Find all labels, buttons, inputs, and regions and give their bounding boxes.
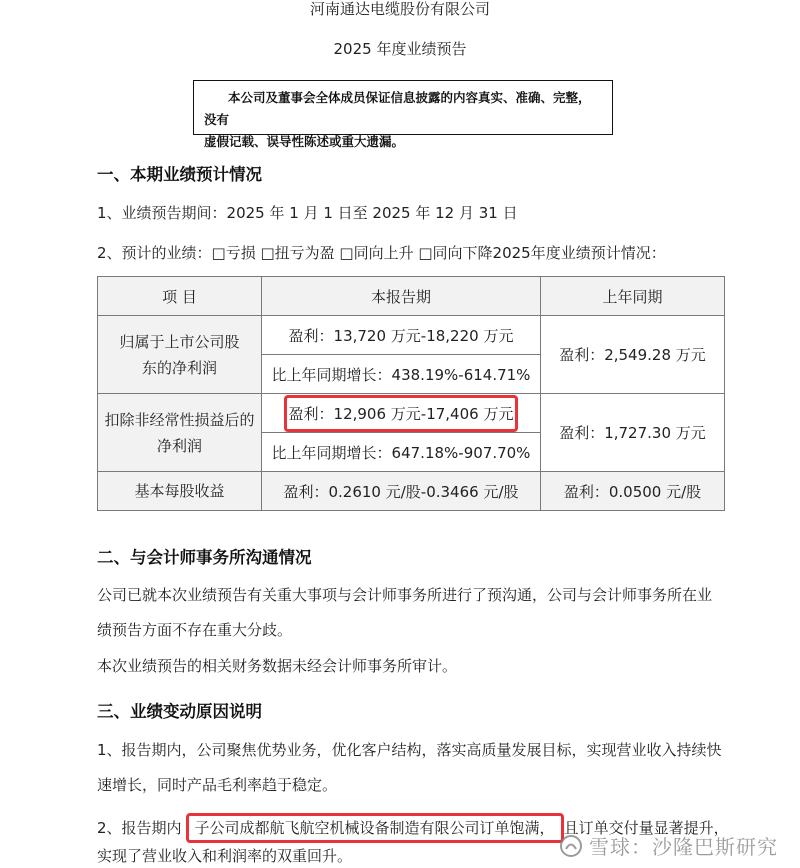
disclosure-notice-box — [193, 80, 613, 149]
net-profit-range: 盈利：13,720 万元-18,220 万元 — [262, 316, 541, 355]
table-row — [98, 472, 725, 511]
section3-reason-1: 1、报告期内，公司聚焦优势业务，优化客户结构，落实高质量发展目标，实现营业收入持续快速增长，同时产品毛利率趋于稳定。 — [97, 741, 722, 794]
section3-heading: 三、业绩变动原因说明 — [97, 702, 262, 721]
table-row — [98, 316, 725, 355]
section2-heading: 二、与会计师事务所沟通情况 — [97, 548, 312, 567]
net-profit-prior: 盈利：2,549.28 万元 — [541, 316, 725, 394]
eps-range: 盈利：0.2610 元/股-0.3466 元/股 — [262, 472, 541, 511]
eps-prior: 盈利：0.0500 元/股 — [541, 472, 725, 511]
highlight-box — [284, 395, 519, 432]
notice-line-2: 虚假记载、误导性陈述或重大遗漏。 — [204, 134, 405, 149]
notice-line-1: 本公司及董事会全体成员保证信息披露的内容真实、准确、完整，没有 — [204, 90, 591, 127]
row-item-net-profit — [98, 316, 262, 394]
watermark — [559, 831, 778, 860]
adjusted-profit-range — [262, 394, 541, 433]
adjusted-profit-range-text: 盈利：12,906 万元-17,406 万元 — [288, 404, 514, 423]
section3-reason-2-line-2: 实现了营业收入和利润率的双重回升。 — [97, 847, 353, 865]
table-header-row — [98, 277, 725, 316]
net-profit-growth: 比上年同期增长：438.19%-614.71% — [262, 355, 541, 394]
section2-paragraph-1: 公司已就本次业绩预告有关重大事项与会计师事务所进行了预沟通，公司与会计师事务所在业绩预告方面不存在重大分歧。 — [97, 586, 713, 639]
header-item: 项 目 — [98, 277, 262, 316]
snowball-logo-icon — [559, 834, 583, 858]
row-item-adjusted-profit — [98, 394, 262, 472]
adjusted-profit-prior: 盈利：1,727.30 万元 — [541, 394, 725, 472]
reason2-prefix: 2、报告期内 — [97, 819, 182, 837]
forecast-period: 1、业绩预告期间：2025 年 1 月 1 日至 2025 年 12 月 31 日 — [97, 204, 518, 222]
company-name: 河南通达电缆股份有限公司 — [309, 0, 490, 18]
item-label: 扣除非经常性损益后的净利润 — [104, 410, 255, 455]
header-current: 本报告期 — [262, 277, 541, 316]
header-prior: 上年同期 — [541, 277, 725, 316]
reason2-highlight: 子公司成都航飞航空机械设备制造有限公司订单饱满， — [194, 819, 555, 837]
item-label: 归属于上市公司股东的净利润 — [119, 332, 240, 377]
section1-heading: 一、本期业绩预计情况 — [97, 165, 262, 184]
forecast-type: 2、预计的业绩：□亏损 □扭亏为盈 □同向上升 □同向下降2025年度业绩预计情况： — [97, 244, 666, 262]
report-title: 2025 年度业绩预告 — [333, 40, 467, 58]
watermark-text: 雪球：沙隆巴斯研究 — [589, 835, 778, 859]
section2-paragraph-2: 本次业绩预告的相关财务数据未经会计师事务所审计。 — [97, 657, 458, 675]
table-row — [98, 394, 725, 433]
adjusted-profit-growth: 比上年同期增长：647.18%-907.70% — [262, 433, 541, 472]
row-item-eps: 基本每股收益 — [98, 472, 262, 511]
forecast-table — [97, 276, 725, 511]
highlight-box — [186, 813, 564, 843]
reason2-suffix: 且订单交付量显著提升， — [563, 819, 729, 837]
